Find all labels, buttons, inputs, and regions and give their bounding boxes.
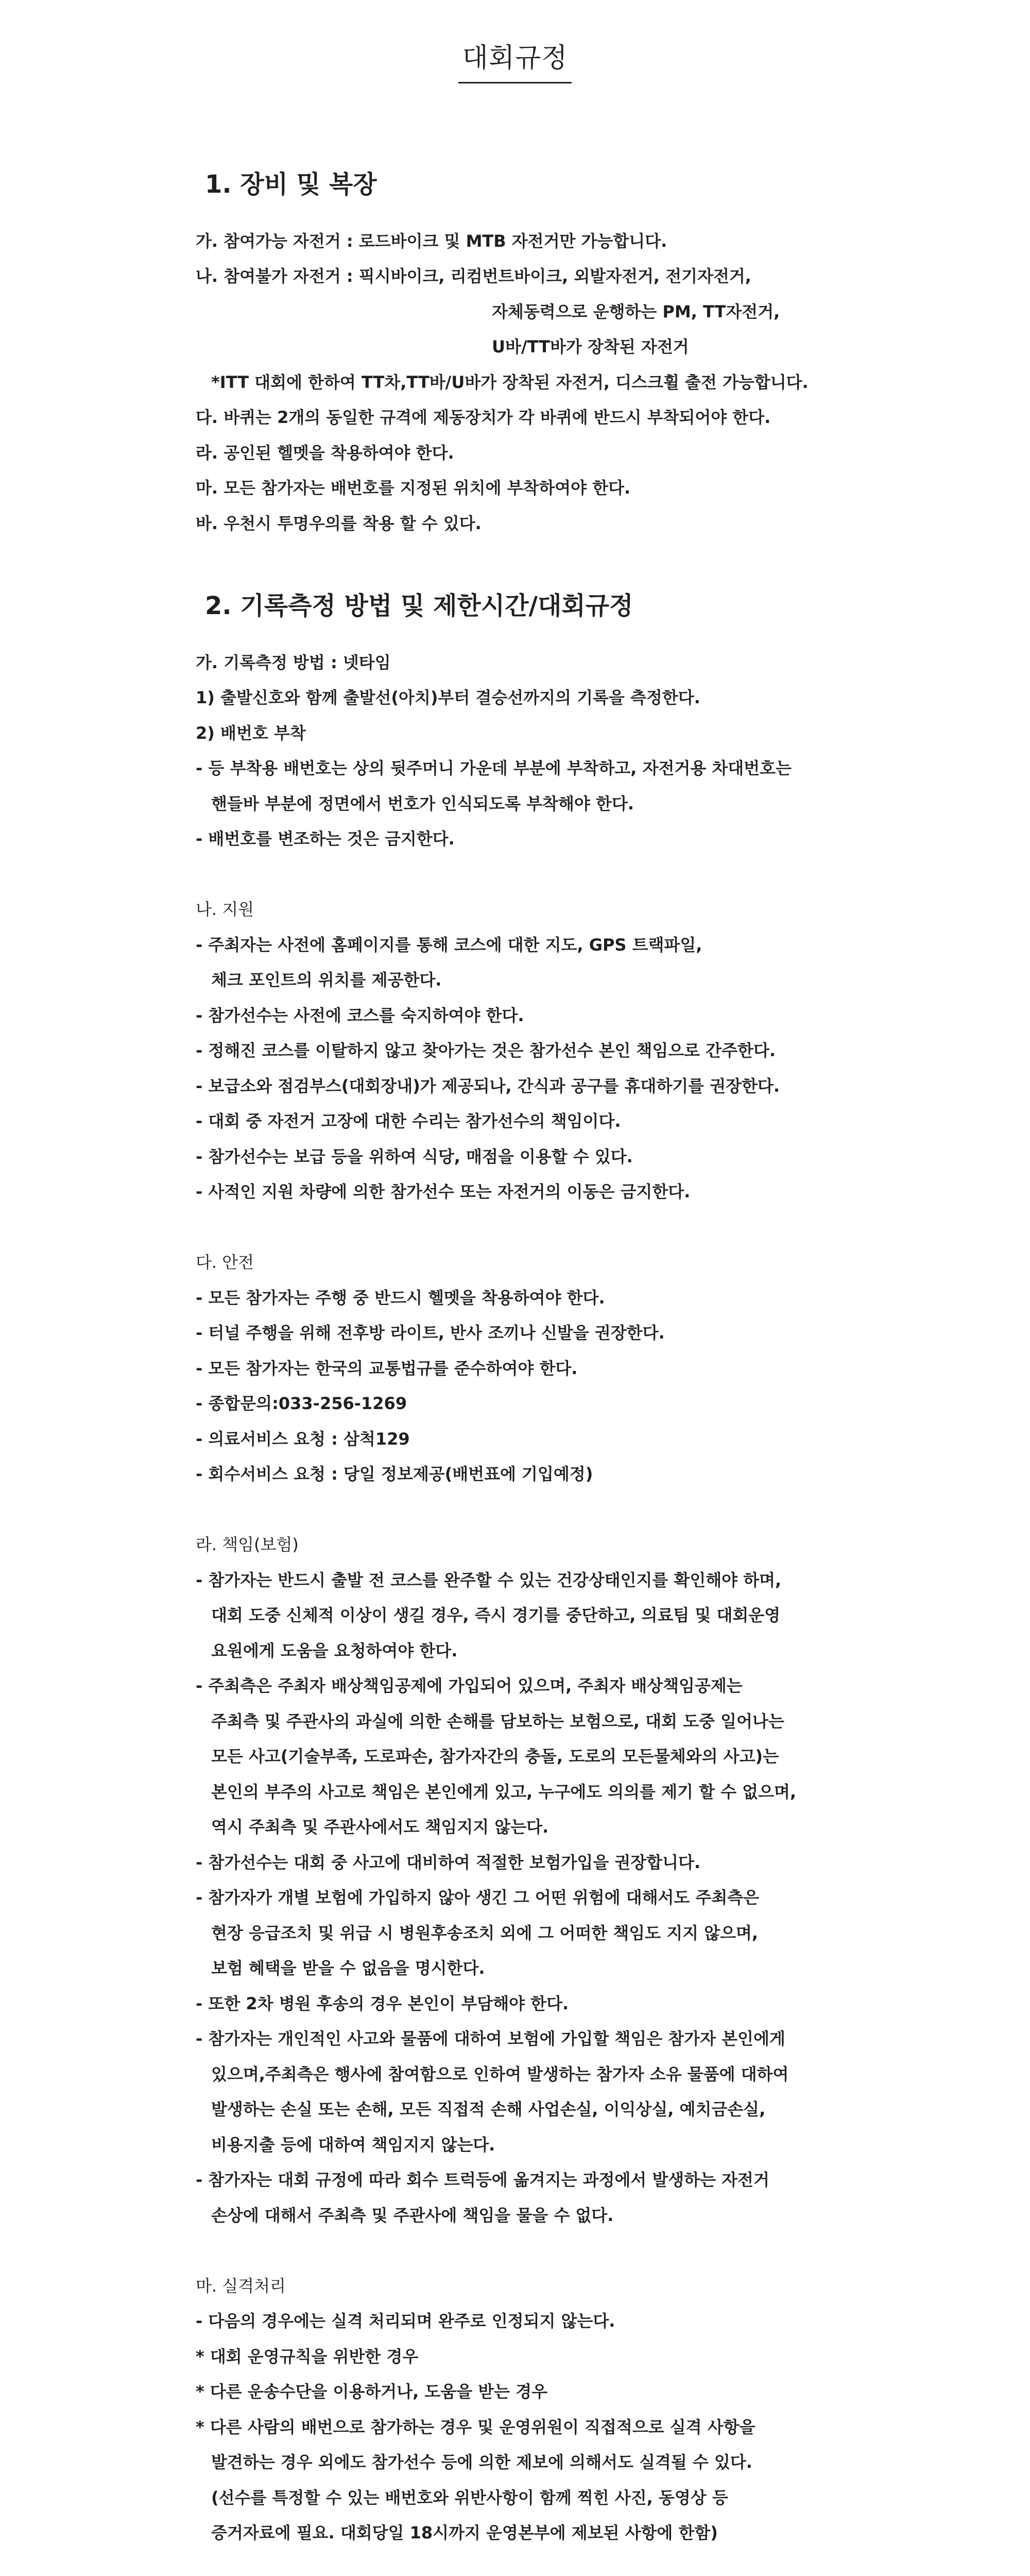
rule-line: 손상에 대해서 주최측 및 주관사에 책임을 물을 수 없다. xyxy=(211,2205,614,2225)
rule-line: - 참가자는 개인적인 사고와 물품에 대하여 보험에 가입할 책임은 참가자 본인에게 xyxy=(196,2029,785,2049)
subsection-na xyxy=(196,892,865,1210)
section-1-line: 다. 바퀴는 2개의 동일한 규격에 제동장치가 각 바퀴에 반드시 부착되어야 한다. xyxy=(196,408,771,428)
rule-line: 체크 포인트의 위치를 제공한다. xyxy=(211,970,442,990)
subsection-title: 마. 실격처리 xyxy=(196,2276,286,2296)
rule-line: * 다른 운송수단을 이용하거나, 도움을 받는 경우 xyxy=(196,2382,548,2402)
rule-line: - 또한 2차 병원 후송의 경우 본인이 부담해야 한다. xyxy=(196,1993,569,2013)
rule-line: - 참가자가 개별 보험에 가입하지 않아 생긴 그 어떤 위험에 대해서도 주최측은 xyxy=(196,1888,760,1908)
rule-line: 보험 혜택을 받을 수 없음을 명시한다. xyxy=(211,1958,485,1978)
rule-line: 발견하는 경우 외에도 참가선수 등에 의한 제보에 의해서도 실격될 수 있다. xyxy=(211,2452,752,2472)
subsection-da xyxy=(196,1245,865,1492)
rule-line: - 배번호를 변조하는 것은 금지한다. xyxy=(196,829,455,849)
section-1-line: 마. 모든 참가자는 배번호를 지정된 위치에 부착하여야 한다. xyxy=(196,478,631,498)
rule-line: - 보급소와 점검부스(대회장내)가 제공되나, 간식과 공구를 휴대하기를 권장한다. xyxy=(196,1076,780,1096)
rule-line: - 회수서비스 요청 : 당일 정보제공(배번표에 기입예정) xyxy=(196,1464,593,1484)
rule-line: - 모든 참가자는 주행 중 반드시 헬멧을 착용하여야 한다. xyxy=(196,1287,605,1308)
rule-line: 현장 응급조치 및 위급 시 병원후송조치 외에 그 어떠한 책임도 지지 않으며, xyxy=(211,1923,759,1943)
rule-line: - 정해진 코스를 이탈하지 않고 찾아가는 것은 참가선수 본인 책임으로 간주한다. xyxy=(196,1041,776,1061)
section-1-line: U바/TT바가 장착된 자전거 xyxy=(492,337,689,357)
section-1-line: 자체동력으로 운행하는 PM, TT자전거, xyxy=(492,301,780,321)
rule-line: - 등 부착용 배번호는 상의 뒷주머니 가운데 부분에 부착하고, 자전거용 차대번호는 xyxy=(196,758,792,778)
rule-line: 1) 출발신호와 함께 출발선(아치)부터 결승선까지의 기록을 측정한다. xyxy=(196,688,700,708)
subsection-title: 가. 기록측정 방법 : 넷타임 xyxy=(196,652,391,672)
section-1-line: 나. 참여불가 자전거 : 픽시바이크, 리컴번트바이크, 외발자전거, 전기자전거, xyxy=(196,266,751,286)
subsection-title: 다. 안전 xyxy=(196,1252,254,1273)
rule-line: - 참가자는 반드시 출발 전 코스를 완주할 수 있는 건강상태인지를 확인해야 하며, xyxy=(196,1570,782,1590)
rule-line: 모든 사고(기술부족, 도로파손, 참가자간의 충돌, 도로의 모든물체와의 사고)는 xyxy=(211,1747,779,1767)
section-1-note: *ITT 대회에 한하여 TT차,TT바/U바가 장착된 자전거, 디스크휠 출전 가능합니다. xyxy=(211,372,809,392)
section-1-heading: 1. 장비 및 복장 xyxy=(205,170,377,199)
subsection-ra xyxy=(196,1527,865,2233)
section-1-line: 라. 공인된 헬멧을 착용하여야 한다. xyxy=(196,443,454,463)
rules-content xyxy=(196,170,865,2576)
rule-line: (선수를 특정할 수 있는 배번호와 위반사항이 함께 찍힌 사진, 동영상 등 xyxy=(211,2487,728,2507)
subsection-title: 나. 지원 xyxy=(196,900,254,920)
rule-line: - 주최자는 사전에 홈페이지를 통해 코스에 대한 지도, GPS 트랙파일, xyxy=(196,935,702,955)
rule-line: - 참가선수는 보급 등을 위하여 식당, 매점을 이용할 수 있다. xyxy=(196,1146,633,1166)
rule-line: - 다음의 경우에는 실격 처리되며 완주로 인정되지 않는다. xyxy=(196,2311,615,2331)
subsection-title: 라. 책임(보험) xyxy=(196,1535,299,1555)
rule-line: 비용지출 등에 대하여 책임지지 않는다. xyxy=(211,2134,495,2155)
section-2-heading: 2. 기록측정 방법 및 제한시간/대회규정 xyxy=(205,591,633,621)
rule-line: 역시 주최측 및 주관사에서도 책임지지 않는다. xyxy=(211,1817,549,1837)
rule-line: - 참가선수는 사전에 코스를 숙지하여야 한다. xyxy=(196,1005,524,1025)
section-1-body xyxy=(196,224,865,541)
subsection-ga xyxy=(196,645,865,857)
rule-line: 핸들바 부분에 정면에서 번호가 인식되도록 부착해야 한다. xyxy=(211,793,634,814)
subsection-ma xyxy=(196,2268,865,2551)
rule-line: - 참가자는 대회 규정에 따라 회수 트럭등에 옮겨지는 과정에서 발생하는 자전거 xyxy=(196,2170,769,2190)
rule-line: - 주최측은 주최자 배상책임공제에 가입되어 있으며, 주최자 배상책임공제는 xyxy=(196,1676,743,1696)
rule-line: 증거자료에 필요. 대회당일 18시까지 운영본부에 제보된 사항에 한함) xyxy=(211,2523,718,2543)
rule-line: - 종합문의:033-256-1269 xyxy=(196,1394,407,1414)
page-title-text: 대회규정 xyxy=(458,36,572,83)
rule-line: - 참가선수는 대회 중 사고에 대비하여 적절한 보험가입을 권장합니다. xyxy=(196,1852,701,1872)
rule-line: - 모든 참가자는 한국의 교통법규를 준수하여야 한다. xyxy=(196,1358,578,1378)
rule-line: 요원에게 도움을 요청하여야 한다. xyxy=(211,1640,458,1660)
rule-line: - 터널 주행을 위해 전후방 라이트, 반사 조끼나 신발을 권장한다. xyxy=(196,1323,665,1343)
rule-line: - 의료서비스 요청 : 삼척129 xyxy=(196,1429,410,1449)
rule-line: 발생하는 손실 또는 손해, 모든 직접적 손해 사업손실, 이익상실, 예치금손실, xyxy=(211,2099,766,2120)
rule-line: 대회 도중 신체적 이상이 생길 경우, 즉시 경기를 중단하고, 의료팀 및 대회운영 xyxy=(211,1605,781,1625)
rule-line: - 사적인 지원 차량에 의한 참가선수 또는 자전거의 이동은 금지한다. xyxy=(196,1182,691,1202)
rule-line: 있으며,주최측은 행사에 참여함으로 인하여 발생하는 참가자 소유 물품에 대하여 xyxy=(211,2064,789,2084)
rule-line: - 대회 중 자전거 고장에 대한 수리는 참가선수의 책임이다. xyxy=(196,1111,621,1131)
rule-line: * 대회 운영규칙을 위반한 경우 xyxy=(196,2346,419,2366)
section-1-line: 바. 우천시 투명우의를 착용 할 수 있다. xyxy=(196,513,482,533)
rule-line: * 다른 사람의 배번으로 참가하는 경우 및 운영위원이 직접적으로 실격 사항을 xyxy=(196,2417,756,2437)
section-1-line: 가. 참여가능 자전거 : 로드바이크 및 MTB 자전거만 가능합니다. xyxy=(196,231,667,251)
page-title xyxy=(0,36,1030,83)
rule-line: 주최측 및 주관사의 과실에 의한 손해를 담보하는 보험으로, 대회 도중 일어나는 xyxy=(211,1711,784,1731)
rule-line: 2) 배번호 부착 xyxy=(196,723,306,743)
rule-line: 본인의 부주의 사고로 책임은 본인에게 있고, 누구에도 의의를 제기 할 수 없으며, xyxy=(211,1782,797,1802)
